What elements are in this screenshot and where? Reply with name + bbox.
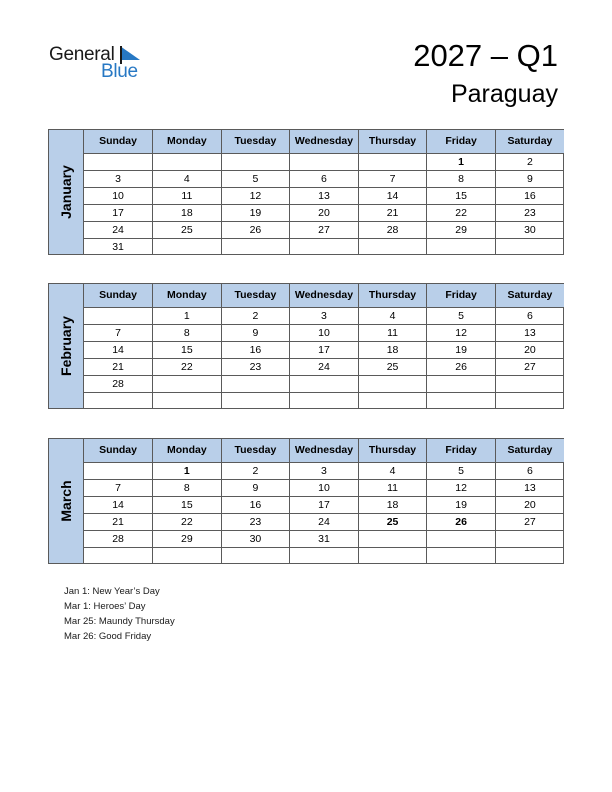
weekday-header: Saturday xyxy=(495,130,564,153)
day-cell: 23 xyxy=(221,358,290,375)
week-row xyxy=(84,204,564,221)
day-cell: 12 xyxy=(221,187,290,204)
weekday-header: Monday xyxy=(153,439,222,462)
weekday-header-row xyxy=(84,439,564,462)
month-name: January xyxy=(58,165,74,219)
day-cell: 31 xyxy=(290,530,359,547)
day-cell: 6 xyxy=(495,462,564,479)
day-cell: 3 xyxy=(290,307,359,324)
holiday-list-item: Jan 1: New Year’s Day xyxy=(64,586,160,597)
day-cell: 22 xyxy=(153,513,222,530)
weekday-header: Friday xyxy=(427,130,496,153)
week-row xyxy=(84,392,564,409)
day-cell: 17 xyxy=(290,341,359,358)
day-cell: 20 xyxy=(495,496,564,513)
day-cell: 8 xyxy=(153,479,222,496)
week-row xyxy=(84,530,564,547)
day-cell: 30 xyxy=(495,221,564,238)
day-cell xyxy=(290,392,359,409)
day-cell: 5 xyxy=(427,307,496,324)
day-cell xyxy=(358,375,427,392)
day-cell: 24 xyxy=(290,358,359,375)
day-cell: 2 xyxy=(221,307,290,324)
day-cell: 9 xyxy=(495,170,564,187)
page-title: 2027 – Q1 xyxy=(413,38,558,73)
day-cell: 14 xyxy=(84,496,153,513)
week-row xyxy=(84,221,564,238)
day-cell xyxy=(427,392,496,409)
week-row xyxy=(84,238,564,255)
holiday-list-item: Mar 1: Heroes’ Day xyxy=(64,601,146,612)
day-cell: 13 xyxy=(495,324,564,341)
day-cell: 18 xyxy=(358,341,427,358)
month-calendar-february xyxy=(48,283,564,409)
day-cell xyxy=(495,392,564,409)
week-row xyxy=(84,375,564,392)
weekday-header: Monday xyxy=(153,130,222,153)
day-cell: 10 xyxy=(290,324,359,341)
week-row xyxy=(84,170,564,187)
month-label-column xyxy=(49,439,84,563)
day-cell: 25 xyxy=(358,358,427,375)
day-cell xyxy=(84,547,153,564)
day-cell: 17 xyxy=(290,496,359,513)
day-cell: 19 xyxy=(221,204,290,221)
week-row xyxy=(84,187,564,204)
day-cell xyxy=(495,238,564,255)
holiday-list xyxy=(64,584,175,644)
day-cell: 5 xyxy=(221,170,290,187)
day-cell xyxy=(153,375,222,392)
day-cell xyxy=(84,462,153,479)
day-cell: 2 xyxy=(221,462,290,479)
weekday-header-row xyxy=(84,284,564,307)
day-cell: 1 xyxy=(427,153,496,170)
day-cell: 26 xyxy=(221,221,290,238)
day-cell: 8 xyxy=(427,170,496,187)
weekday-header: Thursday xyxy=(358,130,427,153)
day-cell xyxy=(290,238,359,255)
weekday-header: Friday xyxy=(427,284,496,307)
day-cell xyxy=(427,238,496,255)
day-cell: 4 xyxy=(358,307,427,324)
weekday-header: Monday xyxy=(153,284,222,307)
day-cell xyxy=(495,375,564,392)
day-cell: 5 xyxy=(427,462,496,479)
day-cell: 16 xyxy=(495,187,564,204)
weekday-header: Thursday xyxy=(358,439,427,462)
day-cell xyxy=(358,153,427,170)
day-cell: 14 xyxy=(84,341,153,358)
day-cell: 10 xyxy=(84,187,153,204)
week-row xyxy=(84,462,564,479)
weekday-header: Tuesday xyxy=(221,284,290,307)
day-cell: 21 xyxy=(84,513,153,530)
day-cell: 1 xyxy=(153,307,222,324)
day-cell: 7 xyxy=(84,479,153,496)
month-calendar-january xyxy=(48,129,564,255)
day-cell: 7 xyxy=(358,170,427,187)
holiday-list-item: Mar 25: Maundy Thursday xyxy=(64,616,175,627)
day-cell xyxy=(153,392,222,409)
day-cell: 15 xyxy=(153,496,222,513)
day-cell: 31 xyxy=(84,238,153,255)
day-cell xyxy=(358,392,427,409)
weekday-header-row xyxy=(84,130,564,153)
weekday-header: Sunday xyxy=(84,439,153,462)
week-row xyxy=(84,496,564,513)
day-cell xyxy=(358,547,427,564)
day-cell: 28 xyxy=(84,530,153,547)
month-name: February xyxy=(58,316,74,376)
day-cell xyxy=(495,530,564,547)
day-cell xyxy=(290,153,359,170)
day-cell: 9 xyxy=(221,324,290,341)
month-label-column xyxy=(49,284,84,408)
day-cell xyxy=(221,153,290,170)
week-row xyxy=(84,341,564,358)
day-cell: 6 xyxy=(290,170,359,187)
day-cell xyxy=(221,238,290,255)
day-cell xyxy=(153,547,222,564)
day-cell: 17 xyxy=(84,204,153,221)
day-cell: 11 xyxy=(358,324,427,341)
day-cell: 16 xyxy=(221,496,290,513)
month-label-column xyxy=(49,130,84,254)
day-cell: 29 xyxy=(153,530,222,547)
day-cell: 20 xyxy=(290,204,359,221)
day-cell xyxy=(221,375,290,392)
day-cell xyxy=(358,530,427,547)
day-cell: 30 xyxy=(221,530,290,547)
day-cell: 8 xyxy=(153,324,222,341)
day-cell xyxy=(153,153,222,170)
week-row xyxy=(84,513,564,530)
month-name: March xyxy=(58,480,74,522)
day-cell: 27 xyxy=(495,513,564,530)
weekday-header: Tuesday xyxy=(221,439,290,462)
day-cell: 9 xyxy=(221,479,290,496)
day-cell: 23 xyxy=(495,204,564,221)
day-cell: 20 xyxy=(495,341,564,358)
day-cell: 7 xyxy=(84,324,153,341)
week-row xyxy=(84,153,564,170)
calendar-grid xyxy=(84,284,564,409)
day-cell xyxy=(221,547,290,564)
day-cell xyxy=(153,238,222,255)
week-row xyxy=(84,307,564,324)
day-cell: 15 xyxy=(427,187,496,204)
day-cell: 22 xyxy=(153,358,222,375)
day-cell: 14 xyxy=(358,187,427,204)
weekday-header: Saturday xyxy=(495,439,564,462)
day-cell: 28 xyxy=(358,221,427,238)
week-row xyxy=(84,479,564,496)
day-cell: 12 xyxy=(427,479,496,496)
week-row xyxy=(84,358,564,375)
day-cell: 21 xyxy=(358,204,427,221)
day-cell: 27 xyxy=(290,221,359,238)
week-row xyxy=(84,547,564,564)
day-cell: 21 xyxy=(84,358,153,375)
day-cell xyxy=(221,392,290,409)
day-cell: 16 xyxy=(221,341,290,358)
day-cell: 11 xyxy=(153,187,222,204)
weekday-header: Tuesday xyxy=(221,130,290,153)
day-cell: 18 xyxy=(358,496,427,513)
day-cell xyxy=(290,547,359,564)
day-cell xyxy=(84,153,153,170)
day-cell: 25 xyxy=(153,221,222,238)
day-cell: 6 xyxy=(495,307,564,324)
day-cell xyxy=(84,307,153,324)
day-cell: 27 xyxy=(495,358,564,375)
day-cell: 2 xyxy=(495,153,564,170)
day-cell: 18 xyxy=(153,204,222,221)
day-cell: 26 xyxy=(427,513,496,530)
day-cell xyxy=(290,375,359,392)
calendar-grid xyxy=(84,439,564,564)
logo xyxy=(49,44,159,84)
day-cell: 11 xyxy=(358,479,427,496)
day-cell xyxy=(427,547,496,564)
weekday-header: Sunday xyxy=(84,130,153,153)
day-cell xyxy=(495,547,564,564)
day-cell: 28 xyxy=(84,375,153,392)
day-cell: 13 xyxy=(290,187,359,204)
day-cell xyxy=(427,530,496,547)
weekday-header: Sunday xyxy=(84,284,153,307)
day-cell: 29 xyxy=(427,221,496,238)
day-cell: 22 xyxy=(427,204,496,221)
day-cell xyxy=(84,392,153,409)
day-cell: 3 xyxy=(84,170,153,187)
day-cell: 3 xyxy=(290,462,359,479)
day-cell: 13 xyxy=(495,479,564,496)
day-cell: 10 xyxy=(290,479,359,496)
weekday-header: Wednesday xyxy=(290,284,359,307)
day-cell: 4 xyxy=(153,170,222,187)
day-cell xyxy=(358,238,427,255)
weekday-header: Wednesday xyxy=(290,439,359,462)
day-cell: 4 xyxy=(358,462,427,479)
holiday-list-item: Mar 26: Good Friday xyxy=(64,631,152,642)
day-cell xyxy=(427,375,496,392)
weekday-header: Friday xyxy=(427,439,496,462)
day-cell: 19 xyxy=(427,341,496,358)
country-name: Paraguay xyxy=(450,80,558,108)
logo-blue-text: Blue xyxy=(101,61,138,82)
weekday-header: Thursday xyxy=(358,284,427,307)
day-cell: 23 xyxy=(221,513,290,530)
day-cell: 25 xyxy=(358,513,427,530)
week-row xyxy=(84,324,564,341)
day-cell: 26 xyxy=(427,358,496,375)
day-cell: 1 xyxy=(153,462,222,479)
weekday-header: Saturday xyxy=(495,284,564,307)
day-cell: 12 xyxy=(427,324,496,341)
day-cell: 24 xyxy=(290,513,359,530)
calendar-grid xyxy=(84,130,564,255)
day-cell: 24 xyxy=(84,221,153,238)
day-cell: 15 xyxy=(153,341,222,358)
logo-general-text: General xyxy=(49,44,115,65)
weekday-header: Wednesday xyxy=(290,130,359,153)
day-cell: 19 xyxy=(427,496,496,513)
month-calendar-march xyxy=(48,438,564,564)
